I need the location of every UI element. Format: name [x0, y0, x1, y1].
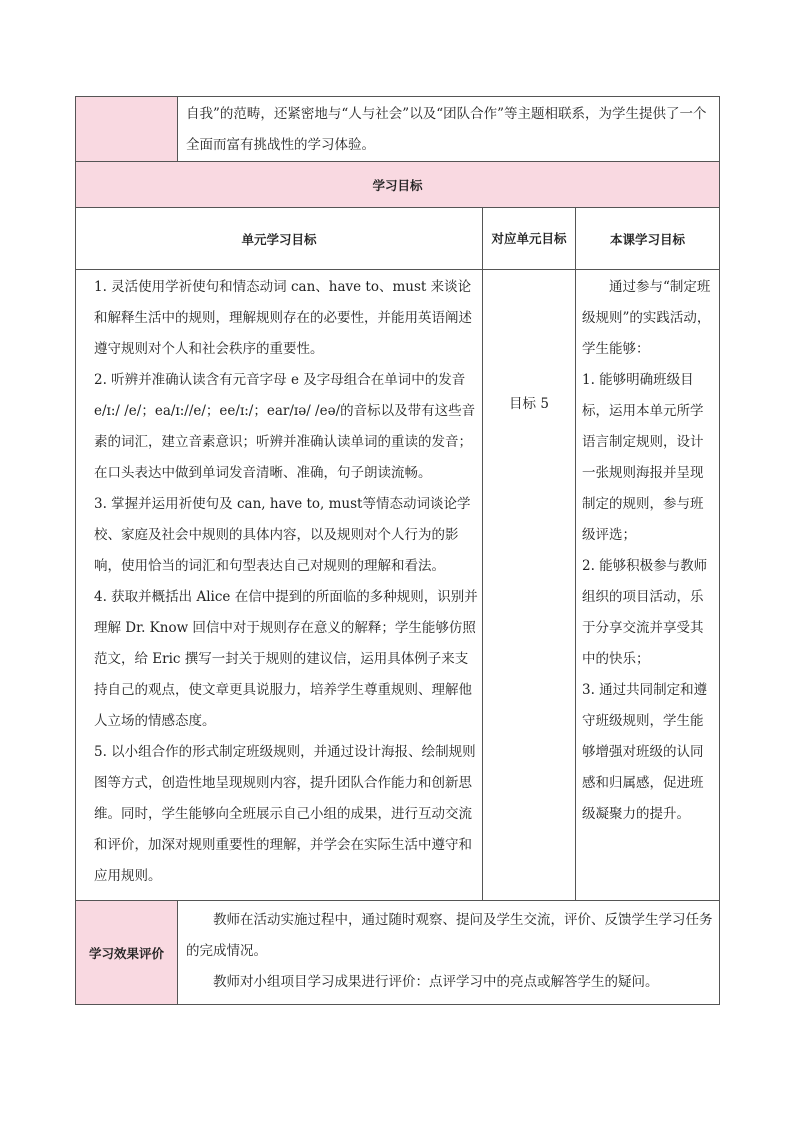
- lesson-goal-2: 2. 能够积极参与教师组织的项目活动，乐于分享交流并享受其中的快乐；: [582, 558, 708, 667]
- eval-text-2: 教师对小组项目学习成果进行评价：点评学习中的亮点或解答学生的疑问。: [213, 974, 659, 990]
- eval-label: 学习效果评价: [76, 901, 178, 1005]
- lesson-plan-table: [75, 96, 720, 1005]
- header-target: 对应单元目标: [483, 208, 576, 270]
- eval-text-1: 教师在活动实施过程中，通过随时观察、提问及学生交流，评价、反馈学生学习任务的完成情况。: [186, 912, 713, 959]
- header-lesson-goals: 本课学习目标: [576, 208, 720, 270]
- target-value: 目标 5: [483, 270, 576, 901]
- unit-goal-2: 2. 听辨并准确认读含有元音字母 e 及字母组合在单词中的发音 e/ɪ:/ /e/；ea/ɪ://e/；ee/ɪ:/；ear/ɪə/ /eə/的音标以及带有这些音素的词汇，建立音素意识；听辨并准确认读单词的重读的发音；在口头表达中做到单词发音清晰、准确，句子朗读流畅。: [94, 372, 476, 481]
- intro-text: 自我”的范畴，还紧密地与“人与社会”以及“团队合作”等主题相联系，为学生提供了一个全面而富有挑战性的学习体验。: [178, 97, 720, 162]
- unit-goals-cell: [76, 270, 483, 901]
- unit-goal-4: 4. 获取并概括出 Alice 在信中提到的所面临的多种规则，识别并理解 Dr. Know 回信中对于规则存在意义的解释；学生能够仿照范文，给 Eric 撰写一封关于规则的建议信，运用具体例子来支持自己的观点，使文章更具说服力，培养学生尊重规则、理解他人立场的情感态度。: [94, 589, 478, 729]
- intro-label-cell: [76, 97, 178, 162]
- lesson-goals-cell: [576, 270, 720, 901]
- unit-goal-3: 3. 掌握并运用祈使句及 can, have to, must等情态动词谈论学校、家庭及社会中规则的具体内容，以及规则对个人行为的影响，使用恰当的词汇和句型表达自己对规则的理解和看法。: [94, 496, 471, 574]
- header-unit-goals: 单元学习目标: [76, 208, 483, 270]
- unit-goal-1: 1. 灵活使用学祈使句和情态动词 can、have to、must 来谈论和解释生活中的规则，理解规则存在的必要性，并能用英语阐述遵守规则对个人和社会秩序的重要性。: [94, 279, 472, 357]
- unit-goal-5: 5. 以小组合作的形式制定班级规则，并通过设计海报、绘制规则图等方式，创造性地呈现规则内容，提升团队合作能力和创新思维。同时，学生能够向全班展示自己小组的成果，进行互动交流和评价，加深对规则重要性的理解，并学会在实际生活中遵守和应用规则。: [94, 744, 476, 884]
- section-title: 学习目标: [76, 162, 720, 208]
- lesson-goal-3: 3. 通过共同制定和遵守班级规则，学生能够增强对班级的认同感和归属感，促进班级凝聚力的提升。: [582, 682, 708, 822]
- lesson-goal-1: 1. 能够明确班级目标，运用本单元所学语言制定规则，设计一张规则海报并呈现制定的规则，参与班级评选；: [582, 372, 704, 543]
- eval-cell: [178, 901, 720, 1005]
- lesson-intro: 通过参与“制定班级规则”的实践活动，学生能够：: [582, 279, 711, 357]
